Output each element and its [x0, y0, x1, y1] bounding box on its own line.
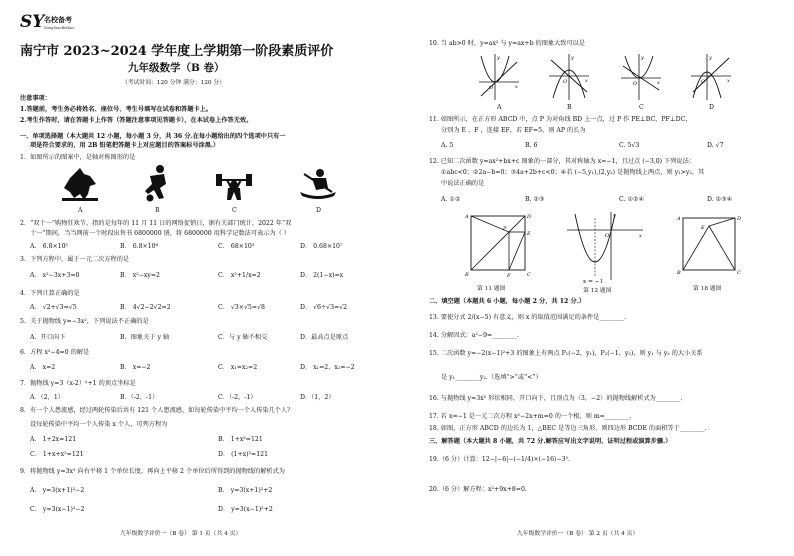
q9-option-b: B． y=3(x+1)²+2 — [218, 487, 273, 494]
svg-text:y: y — [613, 213, 616, 219]
q1-label-b: B — [155, 207, 160, 214]
svg-text:O: O — [605, 233, 610, 239]
svg-text:y: y — [497, 55, 500, 61]
q11-option-d: D. √7 — [707, 142, 724, 149]
q8-stem: 8．有一个人患流感，经过两轮传染后共有 121 个人患流感，如每轮传染中平均一个人传染几个人？ — [20, 407, 294, 414]
figure-11 — [463, 210, 533, 286]
q12-option-b: B. ②③ — [525, 196, 545, 203]
q12-stem-2: ①abc<0；②2a−b=0；③4a+2b+c<0；④若 (−5,y₁),(2,y₂) 是抛物线上两点，则 y₁>y₂，其 — [441, 169, 705, 176]
q12-stem: 12. 已知二次函数 y=ax²+bx+c 图象的一部分，其对称轴为 x=−1，且过点 (−3,0) 下列说法： — [429, 158, 695, 165]
svg-text:O: O — [489, 85, 494, 91]
q10-graph-a — [477, 52, 521, 106]
q10-label-c: C — [639, 104, 644, 111]
q11-option-b: B. 6 — [525, 142, 538, 149]
q16-stem: 16. 与抛物线 y=3x² 形状相同，开口向下，且顶点为（3，−2）的抛物线解析式为________. — [429, 395, 683, 402]
svg-text:P: P — [503, 226, 507, 232]
q4-stem: 4．下列计算正确的是 — [20, 290, 80, 297]
page-footer-1: 九年级数学评价一（B 卷） 第 1 页（共 4 页） — [120, 531, 242, 537]
q15-stem-2: 是 y₁________y₂.（选填“>”或“<”） — [441, 374, 542, 381]
svg-text:B: B — [677, 270, 681, 276]
section2-header: 二、填空题（本题共 6 小题，每小题 2 分，共 12 分.） — [429, 298, 586, 305]
q1-label-d: D — [316, 207, 321, 214]
q6-option-a: A． x=2 — [30, 364, 56, 371]
svg-text:y: y — [641, 55, 644, 61]
svg-text:x: x — [585, 78, 588, 84]
svg-text:SY: SY — [20, 12, 45, 32]
svg-text:y: y — [571, 55, 574, 61]
q7-stem: 7．抛物线 y=3（x-2）²+1 的顶点坐标是 — [20, 380, 136, 387]
q6-option-c: C． x₁=x₂=2 — [218, 364, 258, 371]
q12-option-c: C. ①②④ — [619, 196, 645, 203]
q8-option-b: B． 1+x²=121 — [218, 436, 263, 443]
q19-stem: 19.（6 分）计算：12−|−6|−(−1/4)×(−16)−3². — [429, 456, 571, 463]
q4-option-d: D． √6÷√3=√2 — [300, 304, 348, 311]
q13-stem: 13. 要使分式 2/(x−5) 有意义，则 x 的取值范围满足的条件是________. — [429, 314, 627, 321]
notice-1: 1.答题前，考生务必将姓名、座位号、考生号填写在试卷和答题卡上。 — [20, 106, 213, 113]
logo-icon — [20, 10, 82, 34]
section3-header: 三、解答题（本大题共 8 小题，共 72 分.解答应写出文字说明、证明过程或演算步骤.） — [429, 438, 672, 445]
svg-text:O: O — [633, 81, 638, 87]
q4-option-b: B． 4√2−2√2=2 — [120, 304, 171, 311]
exam-subtitle: 九年级数学（B 卷） — [128, 62, 225, 74]
right-page — [397, 0, 794, 556]
q7-option-c: C．（-2，-1） — [218, 394, 257, 401]
svg-text:C: C — [737, 270, 741, 276]
rower-icon — [298, 168, 338, 202]
figure-18-caption: 第 18 题图 — [693, 286, 722, 292]
figure-18 — [675, 212, 745, 282]
q1-option-c-figure — [214, 170, 254, 206]
q9-option-d: D． y=3(x−1)²+2 — [218, 506, 273, 513]
soccer-player-icon — [142, 164, 172, 202]
q1-option-b-figure — [142, 164, 172, 206]
q2-stem: 2．“双十一”购物狂欢节，指的是每年的 11 月 11 日的网络促销日，据有关部门统计，2022 年“双 — [20, 220, 292, 227]
q2-option-b: B． 6.8×10⁶ — [120, 243, 159, 250]
q20-stem: 20.（6 分）解方程：x²+9x+8=0. — [429, 486, 527, 493]
q5-option-c: C．与 y 轴不相交 — [218, 334, 268, 341]
q6-stem: 6．方程 x²−4=0 的解是 — [20, 349, 90, 356]
q14-stem: 14. 分解因式：a²−9=________. — [429, 332, 519, 339]
q9-stem: 9．将抛物线 y=3x² 向右平移 1 个单位长度，再向上平移 2 个单位后所得到的抛物线的解析式为 — [20, 468, 285, 475]
q5-option-d: D．最高点是原点 — [300, 334, 349, 341]
q10-graph-b — [547, 52, 591, 106]
q10-graph-c — [619, 52, 663, 106]
svg-text:E: E — [701, 225, 705, 231]
weightlifter-icon — [214, 170, 254, 202]
q10-graph-d — [689, 52, 733, 106]
q15-stem: 15. 二次函数 y=−2(x−1)²+3 的图象上有两点 P₁(−2，y₁)，P₂(−1，y₂)，则 y₁ 与 y₂ 的大小关系 — [429, 350, 703, 357]
q9-option-c: C． y=3(x−1)²−2 — [30, 506, 85, 513]
svg-text:x: x — [639, 233, 642, 239]
svg-text:名校备考: 名校备考 — [44, 15, 72, 24]
q2-option-a: A． 6.8×10⁵ — [30, 243, 69, 250]
q1-option-d-figure — [298, 168, 338, 206]
q10-label-a: A — [497, 104, 502, 111]
q2-option-c: C． 68×10⁵ — [218, 243, 255, 250]
section1-header-2: 项是符合要求的，用 2B 铅笔把答题卡上对应题目的答案标号涂黑.） — [30, 142, 220, 149]
q8-option-c: C． 1+x+x²=121 — [30, 451, 84, 458]
q4-option-c: C． √3×√5=√8 — [218, 304, 265, 311]
q11-option-c: C. 5√3 — [619, 142, 640, 149]
q3-option-a: A． x²−3x+3=0 — [30, 272, 80, 279]
svg-text:B: B — [465, 272, 469, 278]
svg-text:O: O — [701, 79, 706, 85]
svg-text:A: A — [465, 214, 469, 220]
q18-stem: 18. 如图，正方形 ABCD 的边长为 1，△BEC 是等边三角形，则四边形 BCDE 的面积等于________. — [429, 425, 707, 432]
q1-label-c: C — [232, 207, 237, 214]
figure-12-axis-label: x = −1 — [583, 279, 604, 285]
svg-text:F: F — [507, 273, 511, 279]
q6-option-b: B． x=−2 — [120, 364, 151, 371]
figure-12 — [565, 210, 645, 286]
svg-text:C: C — [527, 272, 531, 278]
publisher-logo — [20, 10, 82, 34]
svg-text:D: D — [527, 214, 532, 220]
q10-stem: 10. 当 ab>0 时，y=ax² 与 y=ax+b 的图象大致可以是 — [429, 40, 586, 47]
q8-stem-2: 设每轮传染中平均一个人传染 x 个人，可列方程为 — [30, 421, 168, 428]
q5-option-b: B．图象关于 y 轴 — [120, 334, 170, 341]
q3-option-b: B． x²−xy=2 — [120, 272, 160, 279]
svg-text:x: x — [727, 78, 730, 84]
svg-text:A: A — [677, 216, 681, 222]
exam-title: 南宁市 2023~2024 学年度上学期第一阶段素质评价 — [20, 44, 334, 59]
q3-option-c: C． x²+1/x=2 — [218, 272, 261, 279]
svg-text:x: x — [657, 80, 660, 86]
q6-option-d: D． x₁=2，x₂=−2 — [300, 364, 355, 371]
page-footer-2: 九年级数学评价一（B 卷） 第 2 页（共 4 页） — [517, 531, 639, 537]
q4-option-a: A． √2+√3=√5 — [30, 304, 77, 311]
q8-option-d: D． (1+x)²=121 — [218, 451, 269, 458]
q12-stem-3: 中说法正确的是 — [441, 180, 485, 187]
svg-text:y: y — [709, 55, 712, 61]
q3-option-d: D． 2(1−x)=x — [300, 272, 344, 279]
q1-stem: 1．如图所示的图案中，是轴对称图形的是 — [20, 154, 136, 161]
q10-label-b: B — [567, 104, 572, 111]
q5-stem: 5．关于抛物线 y=−3x²，下列说法不正确的是 — [20, 318, 149, 325]
notice-header: 注意事项： — [20, 95, 51, 102]
svg-text:D: D — [737, 216, 742, 222]
q3-stem: 3．下列方程中，属于一元二次方程的是 — [20, 256, 130, 263]
q5-option-a: A．开口向下 — [30, 334, 66, 341]
svg-text:x: x — [515, 84, 518, 90]
figure-11-caption: 第 11 题图 — [477, 286, 506, 292]
svg-text:O: O — [563, 79, 568, 85]
q1-label-a: A — [78, 207, 83, 214]
q10-label-d: D — [709, 104, 714, 111]
svg-text:E: E — [527, 231, 531, 237]
q12-option-d: D. ②③④ — [707, 196, 733, 203]
q11-stem-2: 分别为 E 、F ，连接 EF，若 EF=5，则 AP 的长为 — [441, 127, 586, 134]
q11-stem: 11. 如图所示，在正方形 ABCD 中，点 P 为对角线 BD 上一点，过 P 作 PE⊥BC，PF⊥DC， — [429, 116, 692, 123]
svg-text:MingXiaoBeiKao: MingXiaoBeiKao — [44, 26, 75, 30]
horse-rider-icon — [60, 166, 100, 202]
figure-12-caption: 第 12 题图 — [583, 288, 612, 294]
section1-header: 一、单项选择题（本大题共 12 小题，每小题 3 分，共 36 分.在每小题给出的四个选项中只有一 — [20, 133, 286, 140]
q12-option-a: A. ①② — [441, 196, 461, 203]
q7-option-b: B．（-2，-1） — [120, 394, 159, 401]
q2-option-d: D． 0.68×10⁷ — [300, 243, 343, 250]
q11-option-a: A. 5 — [441, 142, 454, 149]
q9-option-a: A． y=3(x+1)²−2 — [30, 487, 85, 494]
notice-2: 2.考生作答时，请在答题卡上作答（答题注意事项见答题卡），在本试卷上作答无效。 — [20, 117, 253, 124]
q7-option-a: A．（2，1） — [30, 394, 64, 401]
q1-option-a-figure — [60, 166, 100, 206]
q7-option-d: D．（1，2） — [300, 394, 335, 401]
q17-stem: 17. 若 x=−1 是一元二次方程 x²−2x+m=0 的一个根，则 m=________. — [429, 413, 632, 420]
exam-info: （考试时间：120 分钟 满分：120 分） — [122, 80, 226, 86]
q8-option-a: A． 1+2x=121 — [30, 436, 77, 443]
q2-stem-2: 十一”期间，当当网前一个时段出售书 6800000 册，将 6800000 用科学记数法可表示为（ ） — [30, 230, 290, 237]
